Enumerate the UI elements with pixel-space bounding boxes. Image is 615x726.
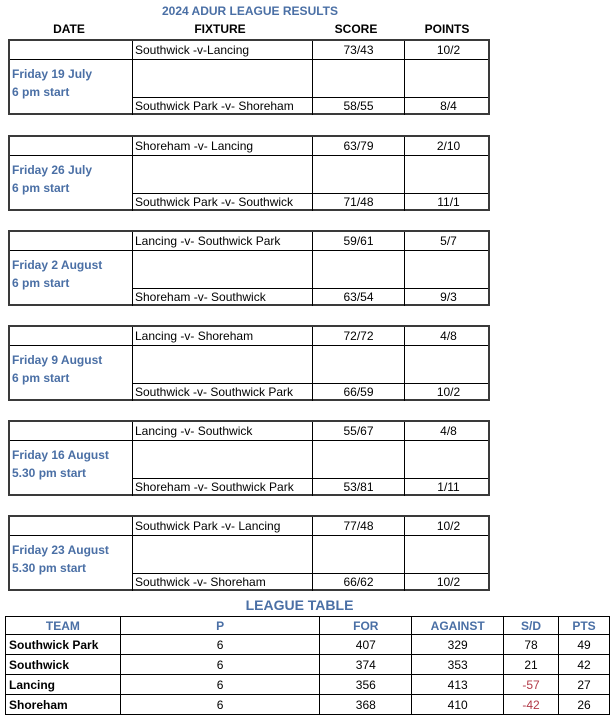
fixture-row bbox=[132, 517, 488, 536]
points-cell: 10/2 bbox=[404, 41, 492, 60]
result-block bbox=[8, 135, 490, 211]
fixture-cell: Shoreham -v- Lancing bbox=[132, 137, 312, 156]
score-cell: 53/81 bbox=[312, 478, 404, 496]
fixture-cell: Shoreham -v- Southwick bbox=[132, 288, 312, 306]
sd-cell: 21 bbox=[504, 655, 559, 675]
date-day: Friday 19 July bbox=[12, 67, 93, 81]
fixture-cell: Southwick -v-Lancing bbox=[132, 41, 312, 60]
divider bbox=[132, 97, 488, 98]
score-cell: 73/43 bbox=[312, 41, 404, 60]
pts-cell: 27 bbox=[559, 675, 610, 695]
fixture-cell: Lancing -v- Shoreham bbox=[132, 327, 312, 346]
divider bbox=[132, 573, 488, 574]
points-cell: 10/2 bbox=[404, 517, 492, 536]
empty-cell bbox=[404, 346, 492, 383]
empty-cell bbox=[312, 346, 404, 383]
divider bbox=[10, 535, 488, 536]
empty-cell bbox=[132, 536, 312, 573]
date-day: Friday 16 August bbox=[12, 448, 109, 462]
points-cell: 1/11 bbox=[404, 478, 492, 496]
divider bbox=[132, 478, 488, 479]
empty-cell bbox=[312, 156, 404, 193]
score-cell: 63/54 bbox=[312, 288, 404, 306]
points-cell: 2/10 bbox=[404, 137, 492, 156]
match-date bbox=[12, 541, 132, 577]
score-cell: 72/72 bbox=[312, 327, 404, 346]
pts-cell: 26 bbox=[559, 695, 610, 715]
result-block bbox=[8, 515, 490, 591]
for-cell: 368 bbox=[320, 695, 412, 715]
date-time: 6 pm start bbox=[12, 276, 70, 290]
fixture-row bbox=[132, 327, 488, 346]
points-cell: 11/1 bbox=[404, 193, 492, 211]
against-cell: 410 bbox=[412, 695, 504, 715]
divider bbox=[10, 59, 488, 60]
table-row bbox=[6, 635, 610, 655]
score-cell: 63/79 bbox=[312, 137, 404, 156]
match-date bbox=[12, 256, 132, 292]
score-cell: 77/48 bbox=[312, 517, 404, 536]
empty-cell bbox=[404, 60, 492, 97]
empty-cell bbox=[404, 536, 492, 573]
fixture-row bbox=[132, 232, 488, 251]
header-played: P bbox=[120, 617, 320, 635]
header-points: POINTS bbox=[424, 22, 470, 36]
empty-row bbox=[132, 346, 488, 383]
sd-cell: 78 bbox=[504, 635, 559, 655]
empty-row bbox=[132, 60, 488, 97]
score-cell: 58/55 bbox=[312, 97, 404, 115]
date-time: 6 pm start bbox=[12, 371, 70, 385]
date-day: Friday 2 August bbox=[12, 258, 103, 272]
fixture-cell: Shoreham -v- Southwick Park bbox=[132, 478, 312, 496]
table-row bbox=[6, 695, 610, 715]
points-cell: 4/8 bbox=[404, 422, 492, 441]
header-date: DATE bbox=[53, 22, 85, 36]
table-row bbox=[6, 675, 610, 695]
result-block bbox=[8, 230, 490, 306]
date-time: 5.30 pm start bbox=[12, 466, 87, 480]
played-cell: 6 bbox=[120, 695, 320, 715]
points-cell: 9/3 bbox=[404, 288, 492, 306]
empty-cell bbox=[404, 441, 492, 478]
divider bbox=[132, 193, 488, 194]
sd-cell: -57 bbox=[504, 675, 559, 695]
empty-cell bbox=[312, 60, 404, 97]
fixture-cell: Southwick Park -v- Lancing bbox=[132, 517, 312, 536]
pts-cell: 42 bbox=[559, 655, 610, 675]
fixture-cell: Southwick Park -v- Southwick bbox=[132, 193, 312, 211]
result-block bbox=[8, 325, 490, 401]
header-points: PTS bbox=[559, 617, 610, 635]
team-name: Southwick bbox=[6, 655, 121, 675]
team-name: Lancing bbox=[6, 675, 121, 695]
date-time: 6 pm start bbox=[12, 85, 70, 99]
divider bbox=[10, 440, 488, 441]
against-cell: 413 bbox=[412, 675, 504, 695]
points-cell: 4/8 bbox=[404, 327, 492, 346]
empty-cell bbox=[312, 441, 404, 478]
table-row bbox=[6, 655, 610, 675]
for-cell: 407 bbox=[320, 635, 412, 655]
team-name: Southwick Park bbox=[6, 635, 121, 655]
fixture-cell: Southwick -v- Southwick Park bbox=[132, 383, 312, 401]
fixture-cell: Southwick -v- Shoreham bbox=[132, 573, 312, 591]
for-cell: 356 bbox=[320, 675, 412, 695]
header-for: FOR bbox=[320, 617, 412, 635]
header-shot-difference: S/D bbox=[504, 617, 559, 635]
score-cell: 55/67 bbox=[312, 422, 404, 441]
score-cell: 71/48 bbox=[312, 193, 404, 211]
empty-row bbox=[132, 536, 488, 573]
empty-cell bbox=[132, 60, 312, 97]
fixture-row bbox=[132, 41, 488, 60]
fixture-row bbox=[132, 97, 488, 115]
header-team: TEAM bbox=[6, 617, 121, 635]
date-day: Friday 26 July bbox=[12, 163, 93, 177]
against-cell: 353 bbox=[412, 655, 504, 675]
points-cell: 5/7 bbox=[404, 232, 492, 251]
score-cell: 66/62 bbox=[312, 573, 404, 591]
date-time: 5.30 pm start bbox=[12, 561, 87, 575]
fixture-cell: Lancing -v- Southwick bbox=[132, 422, 312, 441]
empty-cell bbox=[132, 441, 312, 478]
points-cell: 8/4 bbox=[404, 97, 492, 115]
empty-row bbox=[132, 251, 488, 288]
empty-row bbox=[132, 156, 488, 193]
sd-cell: -42 bbox=[504, 695, 559, 715]
played-cell: 6 bbox=[120, 635, 320, 655]
header-fixture: FIXTURE bbox=[194, 22, 246, 36]
league-table bbox=[5, 616, 610, 715]
fixture-cell: Southwick Park -v- Shoreham bbox=[132, 97, 312, 115]
divider bbox=[132, 383, 488, 384]
result-block bbox=[8, 420, 490, 496]
match-date bbox=[12, 161, 132, 197]
divider bbox=[10, 345, 488, 346]
match-date bbox=[12, 351, 132, 387]
pts-cell: 49 bbox=[559, 635, 610, 655]
played-cell: 6 bbox=[120, 655, 320, 675]
fixture-row bbox=[132, 193, 488, 211]
result-block bbox=[8, 39, 490, 115]
fixture-row bbox=[132, 573, 488, 591]
page-title: 2024 ADUR LEAGUE RESULTS bbox=[161, 4, 339, 18]
date-time: 6 pm start bbox=[12, 181, 70, 195]
fixture-row bbox=[132, 288, 488, 306]
empty-cell bbox=[312, 536, 404, 573]
empty-cell bbox=[404, 156, 492, 193]
for-cell: 374 bbox=[320, 655, 412, 675]
points-cell: 10/2 bbox=[404, 383, 492, 401]
empty-cell bbox=[132, 346, 312, 383]
date-day: Friday 23 August bbox=[12, 543, 109, 557]
fixture-row bbox=[132, 383, 488, 401]
match-date bbox=[12, 65, 132, 101]
fixture-row bbox=[132, 422, 488, 441]
league-table-title: LEAGUE TABLE bbox=[245, 597, 354, 613]
score-cell: 59/61 bbox=[312, 232, 404, 251]
points-cell: 10/2 bbox=[404, 573, 492, 591]
team-name: Shoreham bbox=[6, 695, 121, 715]
header-against: AGAINST bbox=[412, 617, 504, 635]
match-date bbox=[12, 446, 132, 482]
divider bbox=[10, 155, 488, 156]
played-cell: 6 bbox=[120, 675, 320, 695]
empty-cell bbox=[132, 251, 312, 288]
divider bbox=[10, 250, 488, 251]
empty-cell bbox=[132, 156, 312, 193]
league-header-row bbox=[6, 617, 610, 635]
fixture-row bbox=[132, 137, 488, 156]
header-score: SCORE bbox=[334, 22, 378, 36]
score-cell: 66/59 bbox=[312, 383, 404, 401]
fixture-cell: Lancing -v- Southwick Park bbox=[132, 232, 312, 251]
date-day: Friday 9 August bbox=[12, 353, 103, 367]
divider bbox=[132, 288, 488, 289]
against-cell: 329 bbox=[412, 635, 504, 655]
fixture-row bbox=[132, 478, 488, 496]
empty-row bbox=[132, 441, 488, 478]
results-header bbox=[8, 22, 492, 38]
empty-cell bbox=[312, 251, 404, 288]
empty-cell bbox=[404, 251, 492, 288]
